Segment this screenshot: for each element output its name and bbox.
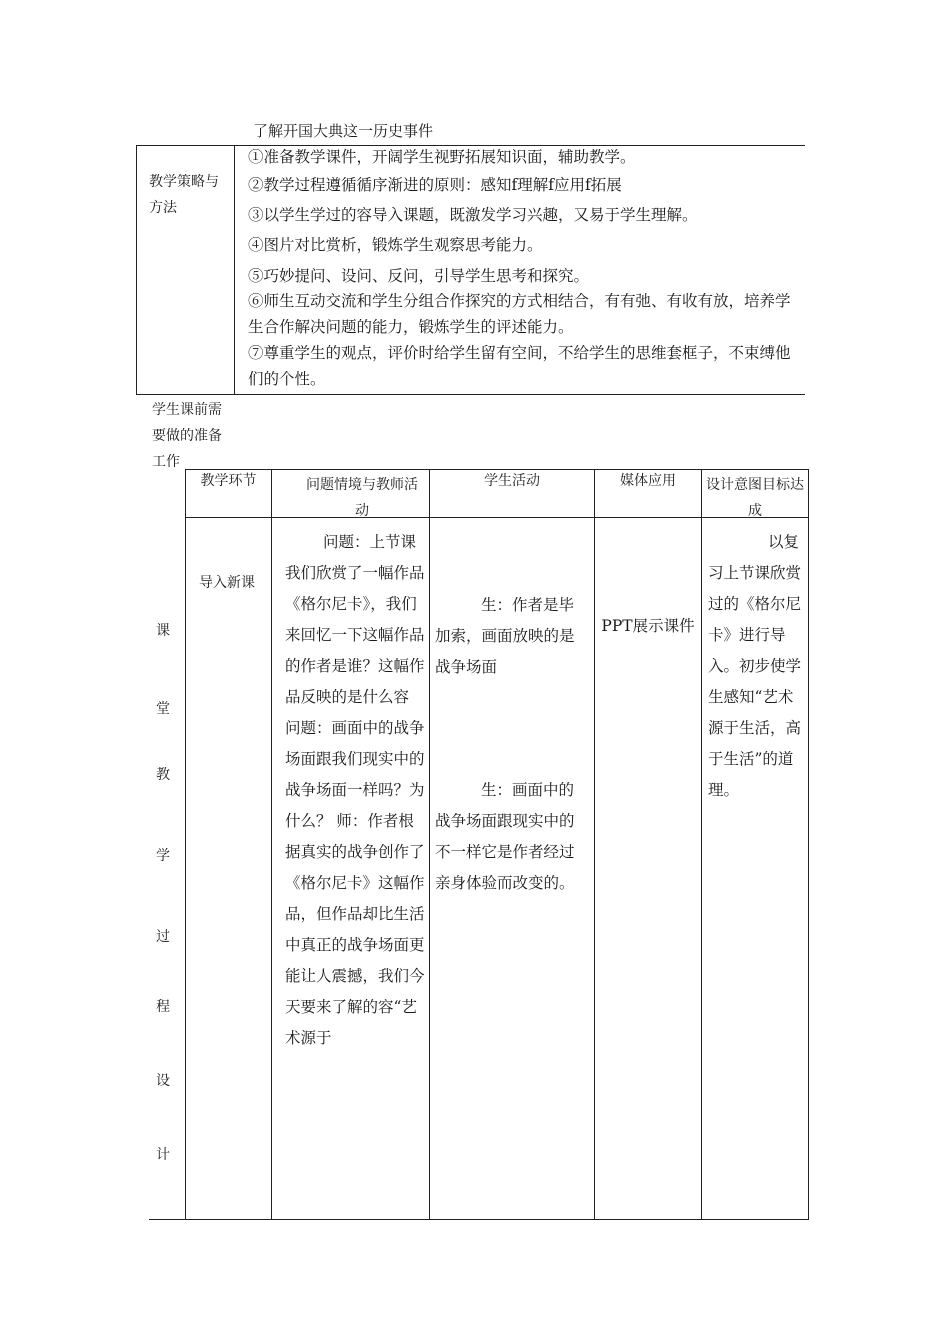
clipped-previous-text xyxy=(0,0,950,140)
table-col-1 xyxy=(185,469,186,1220)
clipped-line: 了解开国大典这一历史事件 xyxy=(253,122,434,140)
header-intent: 设计意图目标达成 xyxy=(706,477,804,519)
header-media: 媒体应用 xyxy=(620,473,676,489)
strategy-divider xyxy=(234,145,235,395)
side-label-char: 计 xyxy=(156,1147,170,1163)
strategy-item-4: ④图片对比赏析，锻炼学生观察思考能力。 xyxy=(248,236,543,254)
stage-cell: 导入新课 xyxy=(199,575,255,591)
header-student: 学生活动 xyxy=(484,473,540,489)
table-bottom-border xyxy=(149,1219,809,1220)
prep-label: 学生课前需要做的准备工作 xyxy=(152,402,222,470)
strategy-item-2: ②教学过程遵循循序渐进的原则：感知f理解f应用f拓展 xyxy=(248,176,622,194)
strategy-bottom-border xyxy=(136,394,805,395)
side-label-char: 程 xyxy=(156,999,170,1015)
strategy-item-6: ⑥师生互动交流和学生分组合作探究的方式相结合，有有弛、有收有放，培养学生合作解决问题的能力，锻炼学生的评述能力。 xyxy=(248,292,791,336)
teacher-activity-cell: 问题：上节课我们欣赏了一幅作品《格尔尼卡》，我们来回忆一下这幅作品的作者是谁？这幅作品反映的是什么容 问题：画面中的战争场面跟我们现实中的战争场面一样吗？为什么？ 师：作者根据真实的战争创作了《格尔尼卡》这幅作品，但作品却比生活中真正的战争场面更能让人震撼，我们今天要来了解的容“艺术源于 xyxy=(285,533,425,1047)
strategy-label: 教学策略与方法 xyxy=(149,174,219,216)
strategy-left-border xyxy=(136,145,137,395)
student-activity-2: 生：画面中的战争场面跟现实中的不一样它是作者经过亲身体验而改变的。 xyxy=(435,781,575,892)
side-label-char: 课 xyxy=(156,623,170,639)
student-activity-1: 生：作者是毕加索，画面放映的是战争场面 xyxy=(435,596,575,676)
table-col-2 xyxy=(271,469,272,1220)
side-label-char: 学 xyxy=(156,848,170,864)
side-label-char: 教 xyxy=(156,767,170,783)
header-stage: 教学环节 xyxy=(200,473,257,489)
table-col-5 xyxy=(701,469,702,1220)
strategy-item-7: ⑦尊重学生的观点，评价时给学生留有空间，不给学生的思维套框子，不束缚他们的个性。 xyxy=(248,344,791,388)
media-cell: PPT展示课件 xyxy=(601,617,695,635)
strategy-item-3: ③以学生学过的容导入课题，既激发学习兴趣，又易于学生理解。 xyxy=(248,206,698,224)
table-right-border xyxy=(808,469,809,1220)
side-label-char: 堂 xyxy=(156,701,170,717)
strategy-item-1: ①准备教学课件，开阔学生视野拓展知识面，辅助教学。 xyxy=(248,148,636,166)
header-teacher: 问题情境与教师活动 xyxy=(306,477,418,519)
table-col-4 xyxy=(594,469,595,1220)
side-label-char: 过 xyxy=(156,929,170,945)
side-label-char: 设 xyxy=(156,1073,170,1089)
table-col-3 xyxy=(429,469,430,1220)
intent-cell: 以复习上节课欣赏过的《格尔尼卡》进行导入。初步使学生感知“艺术源于生活，高于生活”的道理。 xyxy=(708,533,802,799)
strategy-item-5: ⑤巧妙提问、设问、反问，引导学生思考和探究。 xyxy=(248,267,590,285)
